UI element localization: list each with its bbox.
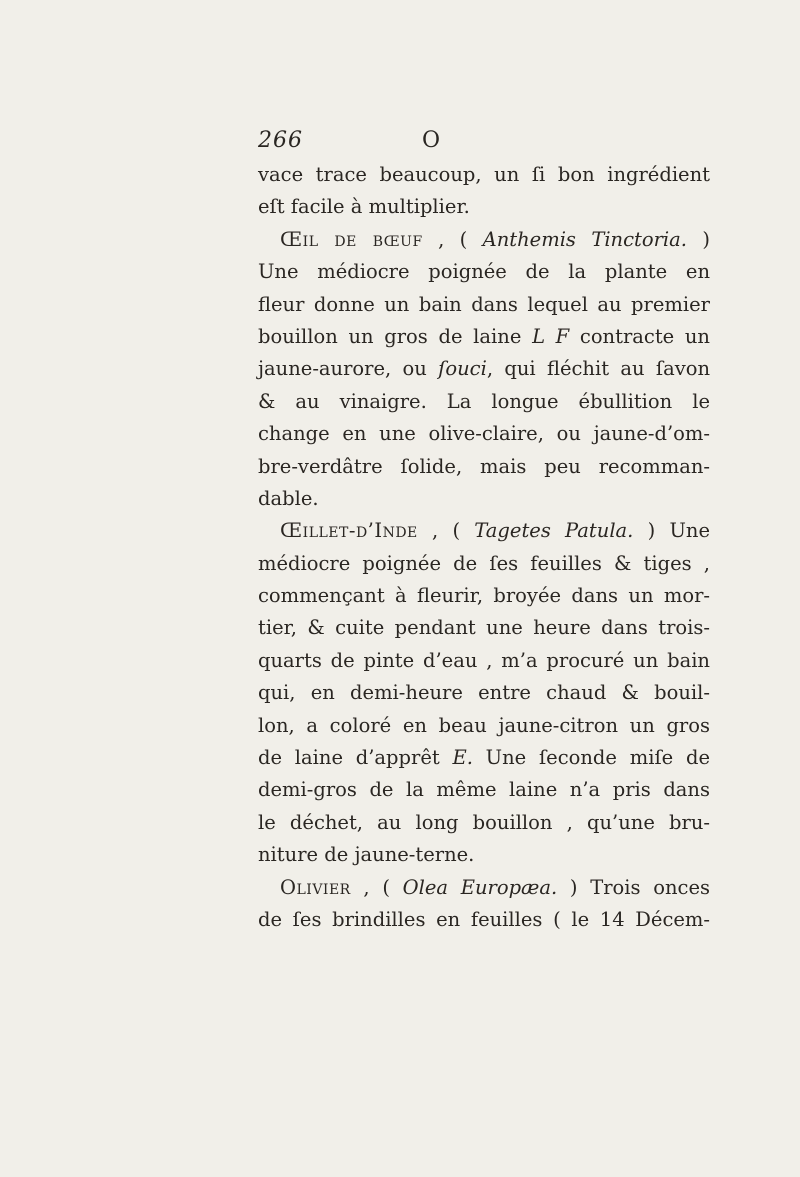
text-span: bouillon un gros de laine xyxy=(258,324,533,348)
punctuation: , ( xyxy=(417,519,475,543)
text-line xyxy=(258,353,710,385)
text-line xyxy=(258,742,710,774)
text-line: commençant à fleurir, broyée dans un mor- xyxy=(258,584,710,608)
text-line: fleur donne un bain dans lequel au premier xyxy=(258,292,710,316)
entry-name: Œil de bœuf xyxy=(280,227,423,251)
text-line: demi-gros de la même laine n’a pris dans xyxy=(258,778,710,802)
latin-name: Anthemis Tinctoria. xyxy=(482,227,687,251)
latin-name: Tagetes Patula. xyxy=(474,519,634,543)
text-line: bre-verdâtre ſolide, mais peu recomman- xyxy=(258,454,710,478)
italic-term: ſouci xyxy=(438,357,487,381)
text-line: dable. xyxy=(258,486,319,510)
page-number: 266 xyxy=(258,128,303,153)
text-span: ) Une xyxy=(633,519,710,543)
text-line: qui, en demi-heure entre chaud & bouil- xyxy=(258,681,710,705)
entry-name: Olivier xyxy=(280,875,351,899)
punctuation: ) xyxy=(687,227,710,251)
text-line: Une médiocre poignée de la plante en xyxy=(258,260,710,284)
text-line: tier, & cuite pendant une heure dans trois- xyxy=(258,616,710,640)
text-line: lon, a coloré en beau jaune-citron un gros xyxy=(258,713,710,737)
text-span: jaune-aurore, ou xyxy=(258,357,439,381)
text-line xyxy=(258,321,710,353)
entry-heading-line xyxy=(258,515,710,547)
text-line: eſt facile à multiplier. xyxy=(258,195,470,219)
running-head: O xyxy=(422,128,441,153)
page-header xyxy=(258,128,710,158)
page-body xyxy=(258,159,710,936)
text-line: de ſes brindilles en feuilles ( le 14 Décem- xyxy=(258,907,710,931)
text-line: change en une olive-claire, ou jaune-d’om- xyxy=(258,422,710,446)
entry-heading-line xyxy=(258,872,710,904)
text-span: contracte un xyxy=(569,324,710,348)
latin-name: Olea Europæa. xyxy=(402,875,558,899)
text-line: quarts de pinte d’eau , m’a procuré un bain xyxy=(258,648,710,672)
text-line: niture de jaune-terne. xyxy=(258,843,475,867)
wool-label: E. xyxy=(452,746,473,770)
text-line: vace trace beaucoup, un ſi bon ingrédient xyxy=(258,163,710,186)
text-line: & au vinaigre. La longue ébullition le xyxy=(258,389,710,413)
text-span: Une ſeconde miſe de xyxy=(472,746,710,770)
text-line: le déchet, au long bouillon , qu’une bru- xyxy=(258,810,710,834)
entry-heading-line xyxy=(258,224,710,256)
text-line: médiocre poignée de ſes feuilles & tiges , xyxy=(258,551,710,575)
text-span: , qui fléchit au ſavon xyxy=(486,357,711,381)
punctuation: , ( xyxy=(350,875,403,899)
wool-label: L F xyxy=(532,324,570,348)
text-span: ) Trois onces xyxy=(557,875,710,899)
punctuation: , ( xyxy=(422,227,483,251)
entry-name: Œillet-d’Inde xyxy=(280,519,418,543)
text-span: de laine d’apprêt xyxy=(258,746,453,770)
